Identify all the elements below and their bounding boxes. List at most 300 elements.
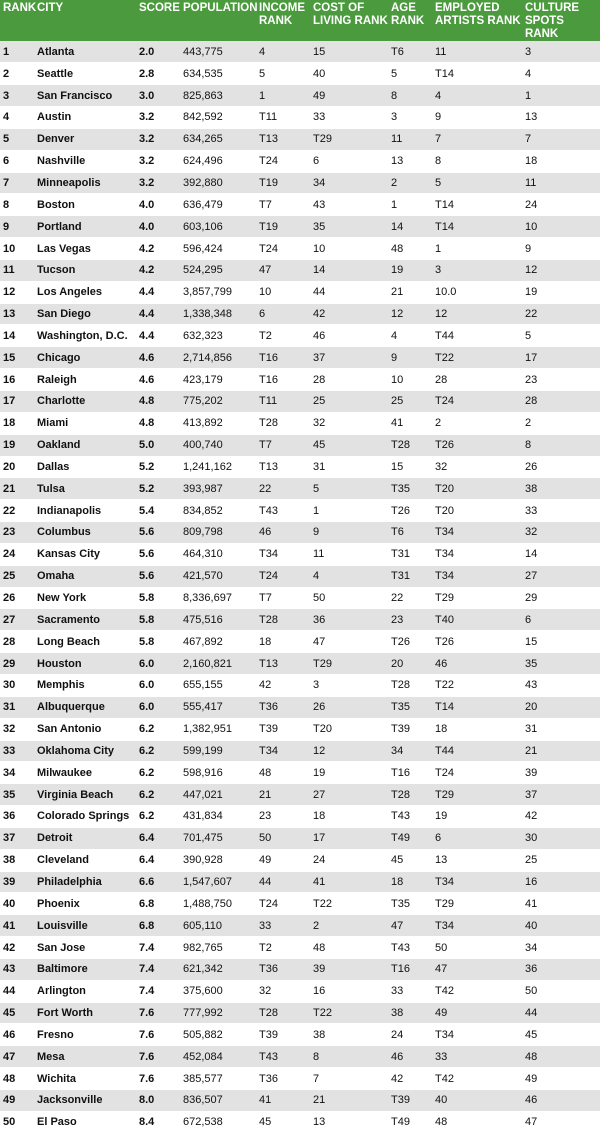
cost-of-living-rank-cell: 28	[310, 369, 388, 391]
score-cell: 6.2	[136, 740, 180, 762]
employed-artists-rank-cell: T22	[432, 674, 522, 696]
income-rank-cell: 32	[256, 980, 310, 1002]
employed-artists-rank-cell: T29	[432, 587, 522, 609]
income-rank-cell: T7	[256, 194, 310, 216]
table-row	[0, 85, 600, 107]
city-cell: Oklahoma City	[34, 740, 136, 762]
culture-spots-rank-cell: 3	[522, 41, 600, 63]
culture-spots-rank-cell: 15	[522, 631, 600, 653]
age-rank-cell: 19	[388, 259, 432, 281]
income-rank-cell: 49	[256, 849, 310, 871]
table-row	[0, 259, 600, 281]
score-cell: 4.0	[136, 194, 180, 216]
age-rank-cell: T6	[388, 41, 432, 63]
city-cell: Nashville	[34, 150, 136, 172]
income-rank-cell: T28	[256, 609, 310, 631]
employed-artists-rank-cell: T24	[432, 391, 522, 413]
employed-artists-rank-cell: T34	[432, 522, 522, 544]
culture-spots-rank-cell: 29	[522, 587, 600, 609]
age-rank-cell: 25	[388, 391, 432, 413]
header-age-rank: AGE RANK	[391, 2, 425, 27]
population-cell: 836,507	[180, 1090, 256, 1112]
header-income-rank: INCOME RANK	[259, 2, 305, 27]
employed-artists-rank-cell: 9	[432, 107, 522, 129]
culture-spots-rank-cell: 25	[522, 849, 600, 871]
culture-spots-rank-cell: 12	[522, 259, 600, 281]
rank-cell: 21	[0, 478, 34, 500]
age-rank-cell: 5	[388, 63, 432, 85]
score-cell: 5.6	[136, 543, 180, 565]
score-cell: 6.2	[136, 806, 180, 828]
culture-spots-rank-cell: 39	[522, 762, 600, 784]
employed-artists-rank-cell: 28	[432, 369, 522, 391]
employed-artists-rank-cell: 33	[432, 1046, 522, 1068]
city-cell: San Jose	[34, 937, 136, 959]
score-cell: 2.0	[136, 41, 180, 63]
culture-spots-rank-cell: 38	[522, 478, 600, 500]
culture-spots-rank-cell: 10	[522, 216, 600, 238]
employed-artists-rank-cell: T26	[432, 631, 522, 653]
city-cell: Indianapolis	[34, 500, 136, 522]
rank-cell: 22	[0, 500, 34, 522]
population-cell: 982,765	[180, 937, 256, 959]
table-row	[0, 587, 600, 609]
culture-spots-rank-cell: 34	[522, 937, 600, 959]
table-row	[0, 391, 600, 413]
culture-spots-rank-cell: 37	[522, 784, 600, 806]
rank-cell: 4	[0, 107, 34, 129]
income-rank-cell: T36	[256, 1068, 310, 1090]
income-rank-cell: 46	[256, 522, 310, 544]
rank-cell: 7	[0, 172, 34, 194]
cost-of-living-rank-cell: 16	[310, 980, 388, 1002]
table-row	[0, 107, 600, 129]
employed-artists-rank-cell: 32	[432, 456, 522, 478]
table-row	[0, 172, 600, 194]
income-rank-cell: T11	[256, 107, 310, 129]
score-cell: 5.0	[136, 434, 180, 456]
population-cell: 464,310	[180, 543, 256, 565]
population-cell: 390,928	[180, 849, 256, 871]
culture-spots-rank-cell: 27	[522, 565, 600, 587]
population-cell: 392,880	[180, 172, 256, 194]
age-rank-cell: 3	[388, 107, 432, 129]
rank-cell: 5	[0, 128, 34, 150]
cost-of-living-rank-cell: T22	[310, 1002, 388, 1024]
age-rank-cell: 48	[388, 238, 432, 260]
income-rank-cell: T16	[256, 347, 310, 369]
header-culture-spots-rank: CULTURE SPOTS RANK	[525, 2, 580, 40]
score-cell: 7.4	[136, 937, 180, 959]
age-rank-cell: 1	[388, 194, 432, 216]
table-row	[0, 478, 600, 500]
cost-of-living-rank-cell: 45	[310, 434, 388, 456]
rank-cell: 40	[0, 893, 34, 915]
table-row	[0, 41, 600, 63]
population-cell: 385,577	[180, 1068, 256, 1090]
population-cell: 2,714,856	[180, 347, 256, 369]
city-cell: Las Vegas	[34, 238, 136, 260]
employed-artists-rank-cell: T40	[432, 609, 522, 631]
table-row	[0, 827, 600, 849]
age-rank-cell: 9	[388, 347, 432, 369]
table-row	[0, 522, 600, 544]
table-row	[0, 937, 600, 959]
employed-artists-rank-cell: 6	[432, 827, 522, 849]
population-cell: 505,882	[180, 1024, 256, 1046]
rank-cell: 19	[0, 434, 34, 456]
employed-artists-rank-cell: 19	[432, 806, 522, 828]
population-cell: 375,600	[180, 980, 256, 1002]
age-rank-cell: T43	[388, 806, 432, 828]
employed-artists-rank-cell: T34	[432, 1024, 522, 1046]
population-cell: 775,202	[180, 391, 256, 413]
population-cell: 842,592	[180, 107, 256, 129]
rank-cell: 3	[0, 85, 34, 107]
population-cell: 452,084	[180, 1046, 256, 1068]
score-cell: 6.4	[136, 849, 180, 871]
income-rank-cell: 41	[256, 1090, 310, 1112]
cost-of-living-rank-cell: 27	[310, 784, 388, 806]
employed-artists-rank-cell: T24	[432, 762, 522, 784]
city-cell: Albuquerque	[34, 696, 136, 718]
rank-cell: 42	[0, 937, 34, 959]
income-rank-cell: T7	[256, 587, 310, 609]
table-row	[0, 128, 600, 150]
cost-of-living-rank-cell: 18	[310, 806, 388, 828]
cost-of-living-rank-cell: 38	[310, 1024, 388, 1046]
population-cell: 421,570	[180, 565, 256, 587]
age-rank-cell: T28	[388, 674, 432, 696]
rank-cell: 27	[0, 609, 34, 631]
score-cell: 4.6	[136, 347, 180, 369]
income-rank-cell: 33	[256, 915, 310, 937]
population-cell: 423,179	[180, 369, 256, 391]
score-cell: 4.2	[136, 259, 180, 281]
score-cell: 8.0	[136, 1090, 180, 1112]
income-rank-cell: T7	[256, 434, 310, 456]
income-rank-cell: T13	[256, 128, 310, 150]
cost-of-living-rank-cell: 31	[310, 456, 388, 478]
city-cell: Virginia Beach	[34, 784, 136, 806]
employed-artists-rank-cell: 8	[432, 150, 522, 172]
cost-of-living-rank-cell: 48	[310, 937, 388, 959]
table-header-row	[0, 0, 600, 41]
cost-of-living-rank-cell: 43	[310, 194, 388, 216]
age-rank-cell: 15	[388, 456, 432, 478]
age-rank-cell: 21	[388, 281, 432, 303]
table-row	[0, 1002, 600, 1024]
header-population: POPULATION	[183, 2, 258, 14]
cost-of-living-rank-cell: 39	[310, 958, 388, 980]
score-cell: 5.6	[136, 565, 180, 587]
employed-artists-rank-cell: 48	[432, 1111, 522, 1133]
age-rank-cell: 14	[388, 216, 432, 238]
employed-artists-rank-cell: T34	[432, 543, 522, 565]
cost-of-living-rank-cell: 44	[310, 281, 388, 303]
city-cell: Fresno	[34, 1024, 136, 1046]
employed-artists-rank-cell: T34	[432, 565, 522, 587]
header-employed-artists-rank: EMPLOYED ARTISTS RANK	[435, 2, 521, 27]
age-rank-cell: 41	[388, 412, 432, 434]
population-cell: 467,892	[180, 631, 256, 653]
city-cell: Washington, D.C.	[34, 325, 136, 347]
population-cell: 834,852	[180, 500, 256, 522]
city-cell: Oakland	[34, 434, 136, 456]
table-row	[0, 674, 600, 696]
cost-of-living-rank-cell: 10	[310, 238, 388, 260]
score-cell: 5.8	[136, 609, 180, 631]
income-rank-cell: T24	[256, 238, 310, 260]
table-row	[0, 1111, 600, 1133]
employed-artists-rank-cell: T29	[432, 893, 522, 915]
table-row	[0, 565, 600, 587]
rank-cell: 31	[0, 696, 34, 718]
table-row	[0, 718, 600, 740]
income-rank-cell: 23	[256, 806, 310, 828]
rank-cell: 1	[0, 41, 34, 63]
population-cell: 447,021	[180, 784, 256, 806]
city-cell: Tucson	[34, 259, 136, 281]
rank-cell: 26	[0, 587, 34, 609]
city-cell: Sacramento	[34, 609, 136, 631]
rank-cell: 29	[0, 653, 34, 675]
culture-spots-rank-cell: 41	[522, 893, 600, 915]
employed-artists-rank-cell: T44	[432, 740, 522, 762]
score-cell: 5.2	[136, 478, 180, 500]
age-rank-cell: 34	[388, 740, 432, 762]
culture-spots-rank-cell: 8	[522, 434, 600, 456]
city-cell: Omaha	[34, 565, 136, 587]
city-cell: Atlanta	[34, 41, 136, 63]
employed-artists-rank-cell: 18	[432, 718, 522, 740]
employed-artists-rank-cell: T20	[432, 478, 522, 500]
income-rank-cell: T11	[256, 391, 310, 413]
income-rank-cell: T43	[256, 500, 310, 522]
employed-artists-rank-cell: T34	[432, 915, 522, 937]
rank-cell: 32	[0, 718, 34, 740]
cost-of-living-rank-cell: 49	[310, 85, 388, 107]
cost-of-living-rank-cell: 15	[310, 41, 388, 63]
rank-cell: 24	[0, 543, 34, 565]
population-cell: 655,155	[180, 674, 256, 696]
city-cell: Colorado Springs	[34, 806, 136, 828]
table-row	[0, 609, 600, 631]
cost-of-living-rank-cell: 25	[310, 391, 388, 413]
culture-spots-rank-cell: 16	[522, 871, 600, 893]
rank-cell: 2	[0, 63, 34, 85]
employed-artists-rank-cell: T14	[432, 216, 522, 238]
culture-spots-rank-cell: 31	[522, 718, 600, 740]
rank-cell: 17	[0, 391, 34, 413]
age-rank-cell: 4	[388, 325, 432, 347]
culture-spots-rank-cell: 28	[522, 391, 600, 413]
age-rank-cell: T31	[388, 543, 432, 565]
table-row	[0, 631, 600, 653]
table-row	[0, 303, 600, 325]
city-cell: Mesa	[34, 1046, 136, 1068]
population-cell: 632,323	[180, 325, 256, 347]
culture-spots-rank-cell: 5	[522, 325, 600, 347]
table-row	[0, 806, 600, 828]
score-cell: 4.2	[136, 238, 180, 260]
city-cell: Portland	[34, 216, 136, 238]
age-rank-cell: T49	[388, 827, 432, 849]
population-cell: 1,382,951	[180, 718, 256, 740]
score-cell: 6.0	[136, 653, 180, 675]
score-cell: 7.4	[136, 958, 180, 980]
age-rank-cell: 23	[388, 609, 432, 631]
cost-of-living-rank-cell: 4	[310, 565, 388, 587]
score-cell: 6.2	[136, 718, 180, 740]
cost-of-living-rank-cell: 19	[310, 762, 388, 784]
table-row	[0, 980, 600, 1002]
age-rank-cell: T35	[388, 696, 432, 718]
income-rank-cell: T36	[256, 958, 310, 980]
culture-spots-rank-cell: 4	[522, 63, 600, 85]
cost-of-living-rank-cell: 1	[310, 500, 388, 522]
employed-artists-rank-cell: T42	[432, 1068, 522, 1090]
rank-cell: 12	[0, 281, 34, 303]
age-rank-cell: 2	[388, 172, 432, 194]
culture-spots-rank-cell: 42	[522, 806, 600, 828]
cost-of-living-rank-cell: 42	[310, 303, 388, 325]
culture-spots-rank-cell: 32	[522, 522, 600, 544]
culture-spots-rank-cell: 14	[522, 543, 600, 565]
table-row	[0, 412, 600, 434]
score-cell: 4.4	[136, 325, 180, 347]
rank-cell: 6	[0, 150, 34, 172]
population-cell: 2,160,821	[180, 653, 256, 675]
table-row	[0, 1090, 600, 1112]
population-cell: 605,110	[180, 915, 256, 937]
age-rank-cell: T16	[388, 762, 432, 784]
table-row	[0, 325, 600, 347]
population-cell: 624,496	[180, 150, 256, 172]
culture-spots-rank-cell: 46	[522, 1090, 600, 1112]
income-rank-cell: 1	[256, 85, 310, 107]
cost-of-living-rank-cell: 13	[310, 1111, 388, 1133]
income-rank-cell: T43	[256, 1046, 310, 1068]
culture-spots-rank-cell: 13	[522, 107, 600, 129]
culture-spots-rank-cell: 11	[522, 172, 600, 194]
rank-cell: 47	[0, 1046, 34, 1068]
cost-of-living-rank-cell: T29	[310, 128, 388, 150]
age-rank-cell: 24	[388, 1024, 432, 1046]
income-rank-cell: 5	[256, 63, 310, 85]
age-rank-cell: 47	[388, 915, 432, 937]
employed-artists-rank-cell: 11	[432, 41, 522, 63]
age-rank-cell: 22	[388, 587, 432, 609]
culture-spots-rank-cell: 40	[522, 915, 600, 937]
income-rank-cell: T13	[256, 653, 310, 675]
score-cell: 6.2	[136, 784, 180, 806]
population-cell: 598,916	[180, 762, 256, 784]
employed-artists-rank-cell: T14	[432, 63, 522, 85]
score-cell: 6.8	[136, 893, 180, 915]
age-rank-cell: 33	[388, 980, 432, 1002]
score-cell: 5.8	[136, 587, 180, 609]
population-cell: 634,535	[180, 63, 256, 85]
score-cell: 6.8	[136, 915, 180, 937]
age-rank-cell: 46	[388, 1046, 432, 1068]
age-rank-cell: 12	[388, 303, 432, 325]
score-cell: 5.2	[136, 456, 180, 478]
income-rank-cell: 45	[256, 1111, 310, 1133]
table-row	[0, 500, 600, 522]
age-rank-cell: T28	[388, 784, 432, 806]
cost-of-living-rank-cell: 9	[310, 522, 388, 544]
header-city: CITY	[37, 2, 64, 14]
culture-spots-rank-cell: 49	[522, 1068, 600, 1090]
cost-of-living-rank-cell: 46	[310, 325, 388, 347]
table-row	[0, 456, 600, 478]
cost-of-living-rank-cell: 33	[310, 107, 388, 129]
culture-spots-rank-cell: 9	[522, 238, 600, 260]
cost-of-living-rank-cell: 47	[310, 631, 388, 653]
table-row	[0, 915, 600, 937]
city-cell: El Paso	[34, 1111, 136, 1133]
city-cell: San Antonio	[34, 718, 136, 740]
employed-artists-rank-cell: 49	[432, 1002, 522, 1024]
table-row	[0, 871, 600, 893]
age-rank-cell: 10	[388, 369, 432, 391]
city-cell: Miami	[34, 412, 136, 434]
rank-cell: 16	[0, 369, 34, 391]
employed-artists-rank-cell: T14	[432, 194, 522, 216]
population-cell: 825,863	[180, 85, 256, 107]
rank-cell: 48	[0, 1068, 34, 1090]
table-row	[0, 238, 600, 260]
score-cell: 3.2	[136, 128, 180, 150]
rank-cell: 30	[0, 674, 34, 696]
table-row	[0, 347, 600, 369]
rank-cell: 49	[0, 1090, 34, 1112]
income-rank-cell: 10	[256, 281, 310, 303]
score-cell: 6.2	[136, 762, 180, 784]
employed-artists-rank-cell: T44	[432, 325, 522, 347]
score-cell: 4.4	[136, 281, 180, 303]
income-rank-cell: T36	[256, 696, 310, 718]
employed-artists-rank-cell: 1	[432, 238, 522, 260]
cost-of-living-rank-cell: T20	[310, 718, 388, 740]
city-cell: Seattle	[34, 63, 136, 85]
table-row	[0, 1068, 600, 1090]
city-cell: Tulsa	[34, 478, 136, 500]
employed-artists-rank-cell: T26	[432, 434, 522, 456]
city-cell: Kansas City	[34, 543, 136, 565]
city-cell: Milwaukee	[34, 762, 136, 784]
rank-cell: 39	[0, 871, 34, 893]
culture-spots-rank-cell: 30	[522, 827, 600, 849]
employed-artists-rank-cell: 13	[432, 849, 522, 871]
rank-cell: 8	[0, 194, 34, 216]
population-cell: 603,106	[180, 216, 256, 238]
employed-artists-rank-cell: 10.0	[432, 281, 522, 303]
city-cell: Fort Worth	[34, 1002, 136, 1024]
score-cell: 3.2	[136, 172, 180, 194]
culture-spots-rank-cell: 1	[522, 85, 600, 107]
population-cell: 636,479	[180, 194, 256, 216]
city-cell: Dallas	[34, 456, 136, 478]
employed-artists-rank-cell: 2	[432, 412, 522, 434]
city-cell: Phoenix	[34, 893, 136, 915]
population-cell: 524,295	[180, 259, 256, 281]
score-cell: 3.2	[136, 150, 180, 172]
rank-cell: 34	[0, 762, 34, 784]
rank-cell: 43	[0, 958, 34, 980]
population-cell: 596,424	[180, 238, 256, 260]
